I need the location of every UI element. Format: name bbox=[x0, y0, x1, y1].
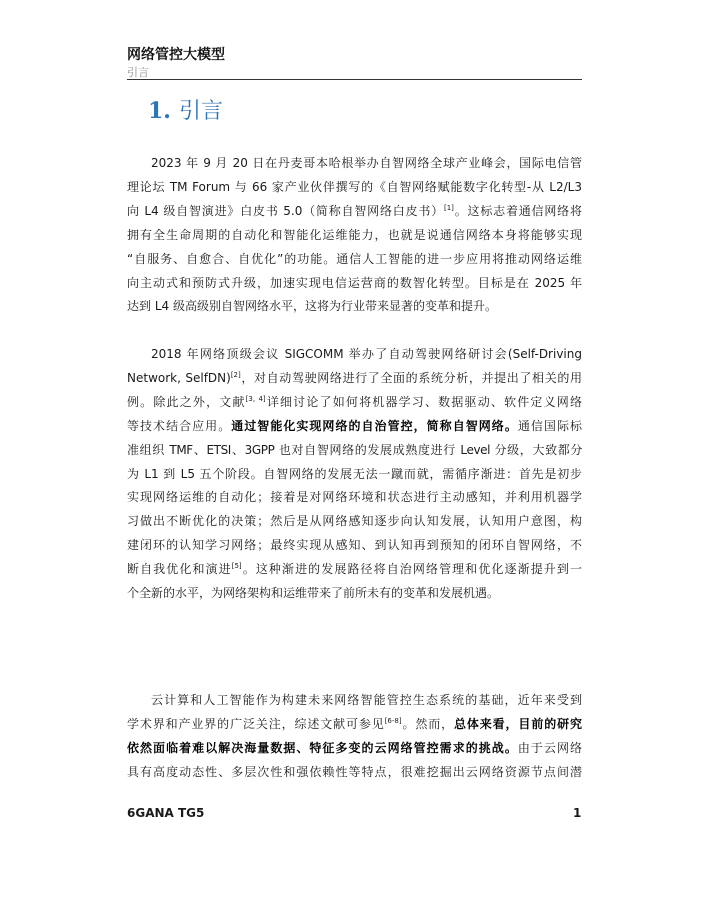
citation: [6-8] bbox=[384, 716, 402, 725]
paragraph-1 bbox=[127, 152, 582, 319]
text-run: 等技术结合应用。 bbox=[127, 418, 232, 433]
paragraph-line bbox=[127, 713, 582, 737]
text-run: 由于云网络 bbox=[517, 740, 582, 755]
paragraph-line: 实现网络运维的自动化；接着是对网络环境和状态进行主动感知，并利用机器学 bbox=[127, 490, 582, 505]
text-run: 详细讨论了如何将机器学习、数据驱动、软件定义网络 bbox=[265, 394, 582, 409]
text-run: 向 L4 级自智演进》白皮书 5.0（简称自智网络白皮书） bbox=[127, 203, 444, 218]
section-heading bbox=[148, 94, 223, 125]
paragraph-line: 准组织 TMF、ETSI、3GPP 也对自智网络的发展成熟度进行 Level 分级，大致都分 bbox=[127, 442, 582, 457]
paragraph-line bbox=[127, 200, 582, 224]
citation: [3, 4] bbox=[245, 394, 266, 403]
paragraph-line: 建闭环的认知学习网络；最终实现从感知、到认知再到预知的闭环自智网络，不 bbox=[127, 538, 582, 553]
section-number: 1. bbox=[148, 98, 171, 124]
page-header-title: 网络管控大模型 bbox=[127, 47, 225, 63]
citation: [1] bbox=[444, 203, 454, 212]
paragraph-3 bbox=[127, 689, 582, 785]
text-run: 例。除此之外，文献 bbox=[127, 394, 246, 409]
emphasis-text: 通过智能化实现网络的自治管控，简称自智网络。 bbox=[231, 418, 518, 433]
text-run: 断自我优化和演进 bbox=[127, 562, 232, 577]
paragraph-line: 拥有全生命周期的自动化和智能化运维能力，也就是说通信网络本身将能够实现 bbox=[127, 227, 582, 242]
paragraph-line: 2018 年网络顶级会议 SIGCOMM 举办了自动驾驶网络研讨会(Self-Driving bbox=[151, 347, 582, 361]
text-run: 学术界和产业界的广泛关注，综述文献可参见 bbox=[127, 716, 385, 731]
page-header-subtitle: 引言 bbox=[127, 66, 149, 79]
text-run: 。然而， bbox=[401, 716, 455, 731]
page-number: 1 bbox=[573, 806, 582, 820]
text-run: ，对自动驾驶网络进行了全面的系统分析，并提出了相关的用 bbox=[240, 370, 582, 385]
paragraph-line: 具有高度动态性、多层次性和强依赖性等特点，很难挖掘出云网络资源节点间潜 bbox=[127, 764, 582, 779]
paragraph-line: 习做出不断优化的决策；然后是从网络感知逐步向认知发展，认知用户意图，构 bbox=[127, 514, 582, 529]
emphasis-text: 总体来看，目前的研究 bbox=[454, 716, 582, 731]
paragraph-line: 理论坛 TM Forum 与 66 家产业伙伴撰写的《自智网络赋能数字化转型-从 L2/L3 bbox=[127, 179, 582, 194]
paragraph-line bbox=[127, 558, 582, 582]
paragraph-line: 云计算和人工智能作为构建未来网络智能管控生态系统的基础，近年来受到 bbox=[151, 693, 582, 707]
text-run: 通信国际标 bbox=[517, 418, 582, 433]
paragraph-line: 为 L1 到 L5 五个阶段。自智网络的发展无法一蹴而就，需循序渐进：首先是初步 bbox=[127, 466, 582, 481]
paragraph-line bbox=[127, 737, 582, 761]
text-run: Network, SelfDN) bbox=[127, 370, 231, 385]
paragraph-line: 达到 L4 级高级别自智网络水平，这将为行业带来显著的变革和提升。 bbox=[127, 299, 497, 314]
section-title: 引言 bbox=[178, 99, 223, 124]
text-run: 。这种渐进的发展路径将自治网络管理和优化逐渐提升到一 bbox=[241, 562, 582, 577]
paragraph-line bbox=[127, 367, 582, 391]
paragraph-line: 个全新的水平，为网络架构和运维带来了前所未有的变革和发展机遇。 bbox=[127, 586, 500, 601]
text-run: 。这标志着通信网络将 bbox=[453, 203, 582, 218]
header-divider bbox=[127, 79, 582, 80]
citation: [2] bbox=[230, 370, 241, 379]
paragraph-line: “自服务、自愈合、自优化”的功能。通信人工智能的进一步应用将推动网络运维 bbox=[127, 251, 582, 266]
paragraph-line: 向主动式和预防式升级，加速实现电信运营商的数智化转型。目标是在 2025 年 bbox=[127, 275, 582, 290]
citation: [5] bbox=[231, 562, 242, 571]
paragraph-2 bbox=[127, 343, 582, 606]
emphasis-text: 依然面临着难以解决海量数据、特征多变的云网络管控需求的挑战。 bbox=[127, 740, 518, 755]
footer-org-label: 6GANA TG5 bbox=[127, 806, 205, 820]
paragraph-line bbox=[127, 391, 582, 415]
paragraph-line bbox=[127, 415, 582, 439]
paragraph-line: 2023 年 9 月 20 日在丹麦哥本哈根举办自智网络全球产业峰会，国际电信管 bbox=[151, 156, 582, 170]
